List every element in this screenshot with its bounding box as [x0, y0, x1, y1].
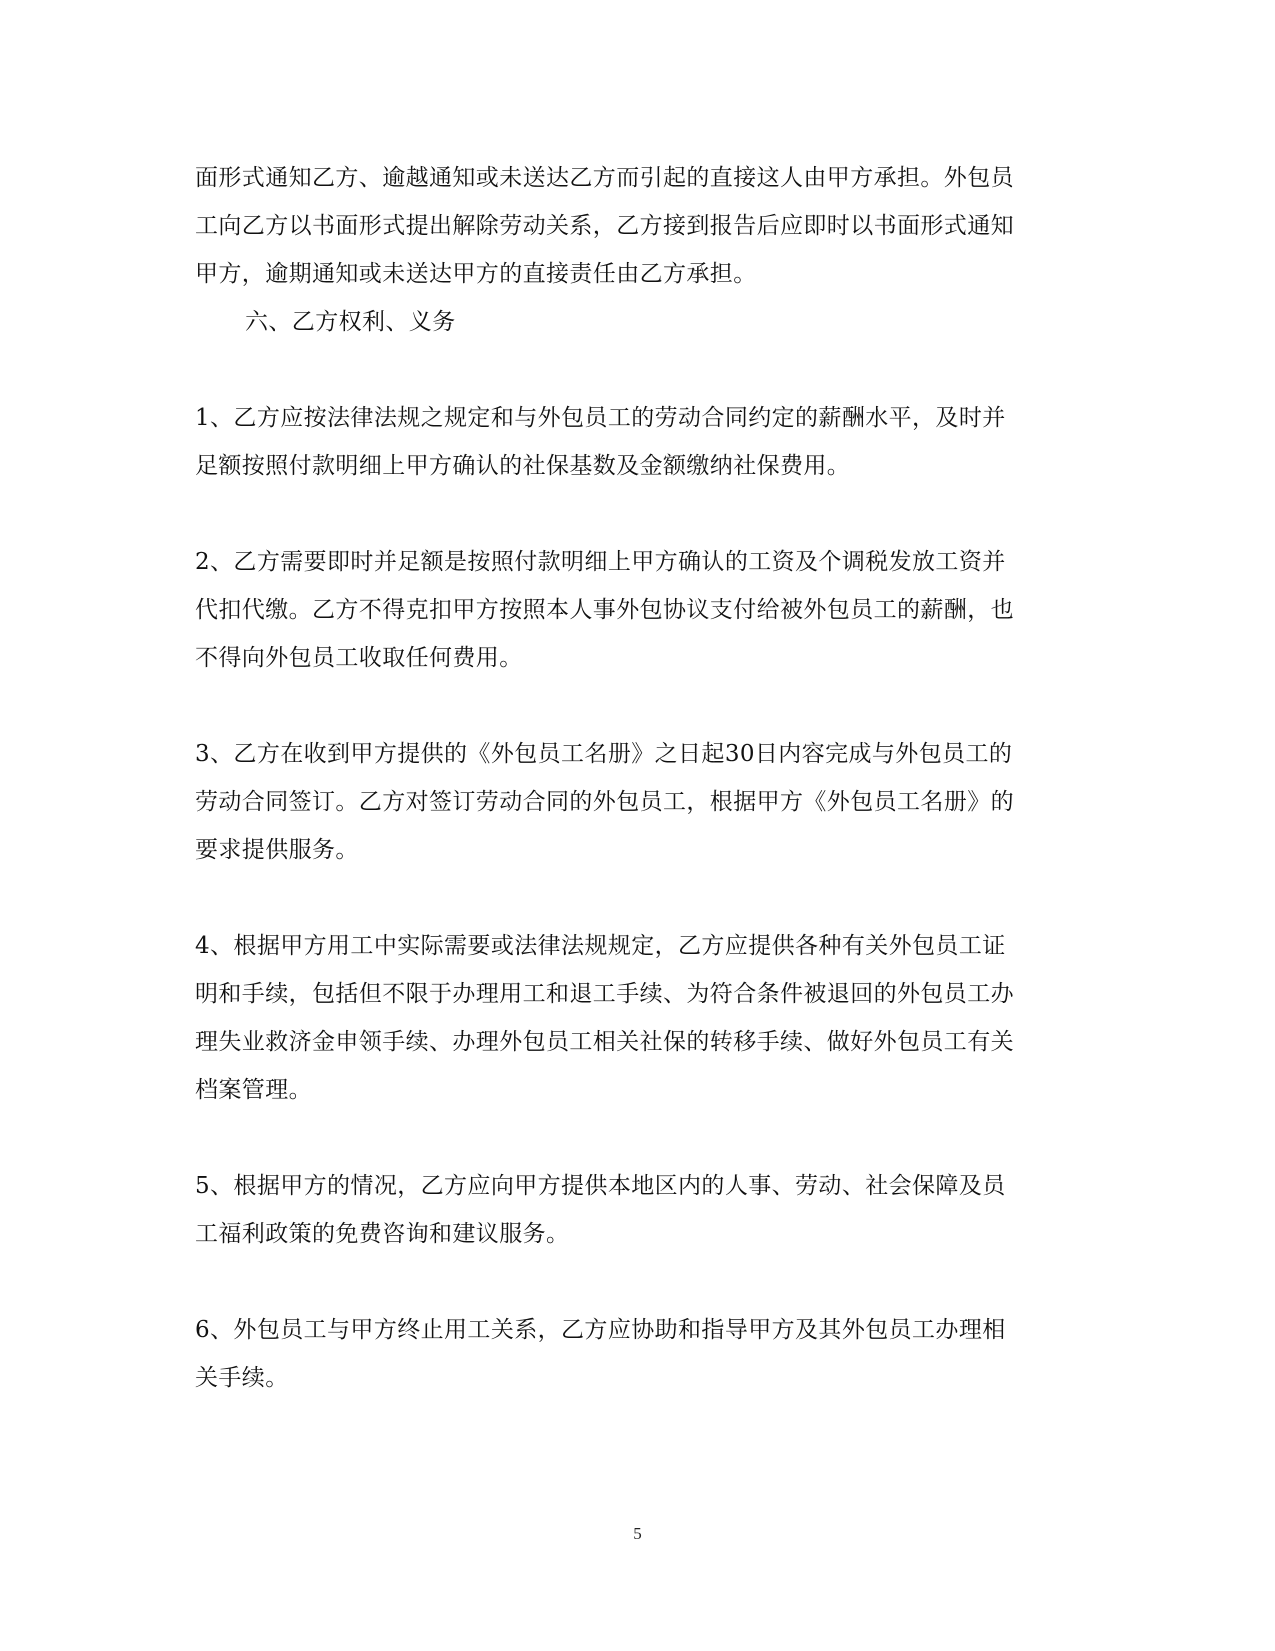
- clause-line: 关手续。: [195, 1365, 289, 1391]
- clause-2: [195, 538, 1075, 682]
- clause-line: 档案管理。: [195, 1077, 312, 1103]
- paragraph-line: 工向乙方以书面形式提出解除劳动关系，乙方接到报告后应即时以书面形式通知: [195, 213, 1014, 239]
- clause-5: [195, 1162, 1075, 1258]
- clause-line: 5、根据甲方的情况，乙方应向甲方提供本地区内的人事、劳动、社会保障及员: [195, 1173, 1006, 1199]
- clause-line: 4、根据甲方用工中实际需要或法律法规规定，乙方应提供各种有关外包员工证: [195, 933, 1006, 959]
- section-heading-text: 六、乙方权利、义务: [245, 309, 456, 335]
- clause-line: 不得向外包员工收取任何费用。: [195, 645, 523, 671]
- paragraph-line: 面形式通知乙方、逾越通知或未送达乙方而引起的直接这人由甲方承担。外包员: [195, 165, 1014, 191]
- clause-line: 明和手续，包括但不限于办理用工和退工手续、为符合条件被退回的外包员工办: [195, 981, 1014, 1007]
- clause-line: 足额按照付款明细上甲方确认的社保基数及金额缴纳社保费用。: [195, 453, 851, 479]
- clause-line: 工福利政策的免费咨询和建议服务。: [195, 1221, 570, 1247]
- clause-line: 理失业救济金申领手续、办理外包员工相关社保的转移手续、做好外包员工有关: [195, 1029, 1014, 1055]
- clause-4: [195, 922, 1075, 1114]
- clause-line: 要求提供服务。: [195, 837, 359, 863]
- clause-line: 代扣代缴。乙方不得克扣甲方按照本人事外包协议支付给被外包员工的薪酬，也: [195, 597, 1014, 623]
- clause-line: 劳动合同签订。乙方对签订劳动合同的外包员工，根据甲方《外包员工名册》的: [195, 789, 1014, 815]
- clause-line: 3、乙方在收到甲方提供的《外包员工名册》之日起30日内容完成与外包员工的: [195, 741, 1013, 767]
- clause-6: [195, 1306, 1075, 1402]
- clause-1: [195, 394, 1075, 490]
- clause-line: 6、外包员工与甲方终止用工关系，乙方应协助和指导甲方及其外包员工办理相: [195, 1317, 1006, 1343]
- continuation-paragraph: [195, 154, 1075, 298]
- clause-3: [195, 730, 1075, 874]
- clause-line: 2、乙方需要即时并足额是按照付款明细上甲方确认的工资及个调税发放工资并: [195, 549, 1006, 575]
- page-number: 5: [633, 1524, 642, 1543]
- clause-line: 1、乙方应按法律法规之规定和与外包员工的劳动合同约定的薪酬水平，及时并: [195, 405, 1006, 431]
- section-heading: [195, 298, 1075, 346]
- paragraph-line: 甲方，逾期通知或未送达甲方的直接责任由乙方承担。: [195, 261, 757, 287]
